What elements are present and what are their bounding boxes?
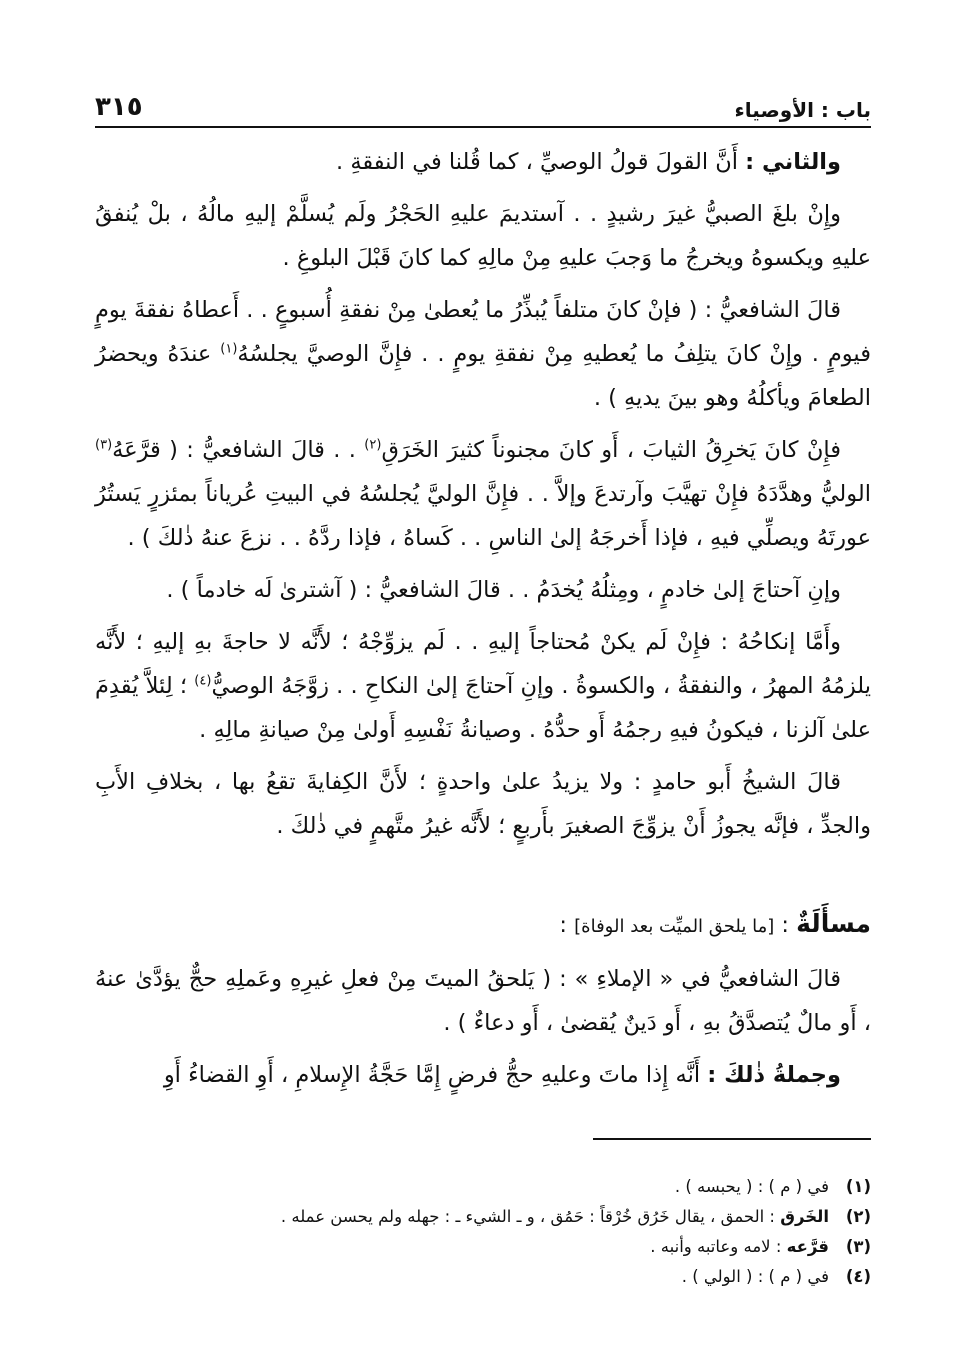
footnote-ref[interactable]: (١) (220, 341, 238, 357)
footnote-number: (٢) (845, 1207, 871, 1226)
footnotes (95, 1172, 871, 1292)
footnote-body: في ( م ) : ( الولي ) . (681, 1267, 829, 1286)
footnote-body: في ( م ) : ( يحبسه ) . (674, 1177, 829, 1196)
footnote-number: (٤) (845, 1267, 871, 1286)
section-heading (95, 902, 871, 949)
paragraph-text: عندَهُ ويحضرُ الطعامَ ويأكلُهُ وهو بينَ يديهِ ) . (95, 341, 871, 411)
footnote-body: : الحمق ، يقال خَرُق خُرْقاً : حَمُق ، و ـ الشيء ـ : جهله ولم يحسن عمله . (280, 1207, 781, 1226)
paragraph-text: أَنَّ القولَ قولُ الوصيِّ ، كما قُلنا في النفقةِ . (336, 149, 746, 175)
paragraph-text: ؛ لِئلاَّ يُقدِمَ علىٰ آلزنا ، فيكونُ فيهِ رجمُهُ أَو حدُّهُ . وصيانةُ نَفْسِهِ أَولىٰ مِنْ صيانةِ مالِهِ . (95, 673, 871, 743)
paragraph-text: أَنَّه إِذا ماتَ وعليهِ حجُّ فرضٍ إِمَّا حَجَّةُ الإِسلامِ ، أَوِ القضاءُ أَوِ (163, 1062, 708, 1088)
chapter-title: باب : الأوصياء (734, 98, 871, 122)
paragraph-text: قالَ الشافعيُّ في « الإملاءِ » : ( يَلحقُ الميتَ مِنْ فعلِ غيرِهِ وعَملِهِ حجٌّ يؤدَّىٰ عنهُ ، أَو مالٌ يُتصدَّقُ بهِ ، أَو دَينٌ يُقضىٰ ، أَو دعاءٌ ) . (95, 966, 871, 1036)
footnote-body: : لامه وعاتبه وأنبه . (650, 1237, 787, 1256)
section-heading-tail: : (559, 912, 575, 938)
paragraph-text: وإِنْ بلغَ الصبيُّ غيرَ رشيدٍ . . آستديمَ عليهِ الحَجْرُ ولَم يُسلَّمْ إليهِ مالُهُ ، بلْ يُنفقُ عليهِ ويكسوهُ ويخرجُ ما وَجبَ عليهِ مِنْ مالِهِ كما كانَ قَبْلَ البلوغِ . (95, 201, 871, 271)
paragraph-lead: والثاني : (745, 149, 841, 175)
page-number: ٣١٥ (95, 92, 143, 122)
paragraph (95, 1053, 871, 1097)
footnote (95, 1172, 871, 1202)
footnote-ref[interactable]: (٣) (95, 437, 113, 453)
paragraph (95, 428, 871, 560)
footnote-number: (٣) (845, 1237, 871, 1256)
section-heading-subtitle: [ما يلحق الميِّت بعد الوفاة] (574, 916, 775, 937)
footnote-text (95, 1172, 829, 1202)
paragraph (95, 192, 871, 280)
footnote-text (95, 1262, 829, 1292)
paragraph (95, 620, 871, 752)
footnote-number: (١) (845, 1177, 871, 1196)
paragraph (95, 568, 871, 612)
paragraph-text: وأَمَّا إنكاحُهُ : فإِنْ لَم يكنْ مُحتاجاً إليهِ . . لَم يزوِّجْهُ ؛ لأَنَّه لا حاجةَ بهِ إليهِ ؛ لأَنَّه يلزمُهُ المهرُ ، والنفقةُ ، والكسوةُ . وإنِ آحتاجَ إلىٰ النكاحِ . . زوَّجَهُ الوصيُّ (95, 629, 871, 699)
paragraph-text: قالَ الشافعيُّ : ( فإنْ كانَ متلفاً يُبذِّرُ ما يُعطىٰ مِنْ نفقةِ أُسبوعٍ . . أَعطاهُ نفقةَ يومٍ فيومٍ . وإِنْ كانَ يتلِفُ ما يُعطيهِ مِنْ نفقةِ يومٍ . . فإِنَّ الوصيَّ يجلسُهُ (95, 297, 871, 367)
paragraph (95, 957, 871, 1045)
footnote (95, 1262, 871, 1292)
footnote-lead: قرَّعه (786, 1237, 829, 1256)
paragraph (95, 760, 871, 848)
footnote-separator (593, 1138, 871, 1140)
paragraph-lead: وجملةُ ذٰلكَ : (707, 1062, 841, 1088)
footnote-text (95, 1202, 829, 1232)
section-heading-word: مسأَلَةٌ (796, 909, 871, 938)
paragraph-text: قالَ الشيخُ أَبو حامدٍ : ولا يزيدُ علىٰ واحدةٍ ؛ لأَنَّ الكِفايةَ تقعُ بها ، بخلافِ الأَبِ والجدِّ ، فإنَّه يجوزُ أَنْ يزوِّجَ الصغيرَ بأَربعٍ ؛ لأَنَّه غيرُ متَّهمٍ في ذٰلكَ . (95, 769, 871, 839)
footnote-ref[interactable]: (٢) (364, 437, 382, 453)
footnote-ref[interactable]: (٤) (194, 673, 212, 689)
footnote (95, 1232, 871, 1262)
paragraph (95, 140, 871, 184)
footnote-lead: الخَرق (780, 1207, 829, 1226)
paragraph (95, 288, 871, 420)
running-header (95, 84, 871, 128)
paragraph-text: . . قالَ الشافعيُّ : ( قرَّعَهُ (112, 437, 365, 463)
paragraph-text: فإِنْ كانَ يَخرِقُ الثيابَ ، أَو كانَ مجنوناً كثيرَ الخَرَقِ (381, 437, 841, 463)
paragraph-text: الوليُّ وهدَّدَهُ فإِنْ تهيَّبَ وآرتدعَ وإلاَّ . . فإِنَّ الوليَّ يُجلسُهُ في البيتِ عُرياناً بمئزرٍ يَستُرُ عورتَهُ ويصلِّي فيهِ ، فإذا أَخرجَهُ إلىٰ الناسِ . . كَساهُ ، فإذا ردَّهُ . . نزعَ عنهُ ذٰلكَ ) . (95, 481, 871, 551)
body-text (95, 140, 871, 1099)
footnote (95, 1202, 871, 1232)
section-heading-colon: : (774, 912, 797, 938)
paragraph-text: وإنِ آحتاجَ إلىٰ خادمٍ ، ومِثلُهُ يُخدَمُ . . قالَ الشافعيُّ : ( آشترىٰ لَه خادماً ) . (166, 577, 841, 603)
footnote-text (95, 1232, 829, 1262)
